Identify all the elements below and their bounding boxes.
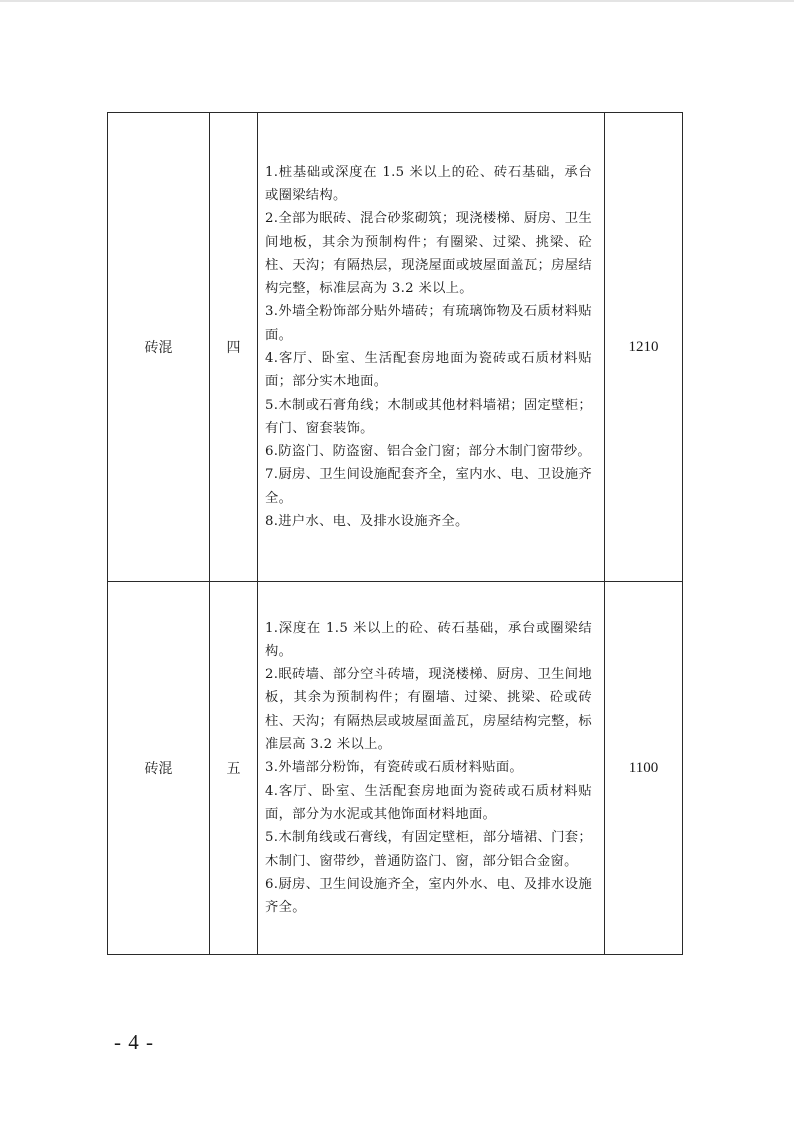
- scan-top-edge: [0, 0, 794, 2]
- grade-cell: 五: [210, 582, 258, 955]
- description-item: 4.客厅、卧室、生活配套房地面为瓷砖或石质材料贴面，部分为水泥或其他饰面材料地面。: [265, 783, 592, 822]
- standards-table: [107, 112, 683, 955]
- page-number: - 4 -: [114, 1030, 154, 1054]
- description-cell: [258, 582, 605, 955]
- table-row: [108, 582, 683, 955]
- description-item: 6.厨房、卫生间设施齐全，室内外水、电、及排水设施齐全。: [265, 876, 592, 916]
- description-item: 4.客厅、卧室、生活配套房地面为瓷砖或石质材料贴面；部分实木地面。: [265, 351, 592, 390]
- description-item: 3.外墙部分粉饰，有瓷砖或石质材料贴面。: [265, 760, 524, 776]
- structure-type-cell: 砖混: [108, 113, 210, 582]
- structure-type-cell: 砖混: [108, 582, 210, 955]
- description-item: 2.全部为眠砖、混合砂浆砌筑；现浇楼梯、厨房、卫生间地板，其余为预制构件；有圈梁、过梁、挑梁、砼柱、天沟；有隔热层，现浇屋面或坡屋面盖瓦；房屋结构完整，标准层高为 3.2 米以上。: [265, 211, 592, 297]
- description-list: [265, 161, 592, 534]
- price-cell: 1210: [605, 113, 683, 582]
- grade-cell: 四: [210, 113, 258, 582]
- table-row: [108, 113, 683, 582]
- price-cell: 1100: [605, 582, 683, 955]
- description-item: 6.防盗门、防盗窗、铝合金门窗；部分木制门窗带纱。: [265, 444, 592, 460]
- description-item: 5.木制角线或石膏线，有固定壁柜，部分墙裙、门套；木制门、窗带纱，普通防盗门、窗，部分铝合金窗。: [265, 830, 592, 869]
- description-item: 3.外墙全粉饰部分贴外墙砖；有琉璃饰物及石质材料贴面。: [265, 304, 592, 343]
- description-cell: [258, 113, 605, 582]
- description-item: 1.深度在 1.5 米以上的砼、砖石基础，承台或圈梁结构。: [265, 620, 592, 659]
- description-list: [265, 617, 592, 920]
- description-item: 2.眠砖墙、部分空斗砖墙，现浇楼梯、厨房、卫生间地板，其余为预制构件；有圈墙、过梁、挑梁、砼或砖柱、天沟；有隔热层或坡屋面盖瓦，房屋结构完整，标准层高 3.2 米以上。: [265, 667, 592, 753]
- description-item: 8.进户水、电、及排水设施齐全。: [265, 514, 469, 530]
- description-item: 1.桩基础或深度在 1.5 米以上的砼、砖石基础，承台或圈梁结构。: [265, 164, 592, 203]
- description-item: 7.厨房、卫生间设施配套齐全，室内水、电、卫设施齐全。: [265, 467, 592, 506]
- description-item: 5.木制或石膏角线；木制或其他材料墙裙；固定壁柜；有门、窗套装饰。: [265, 397, 592, 436]
